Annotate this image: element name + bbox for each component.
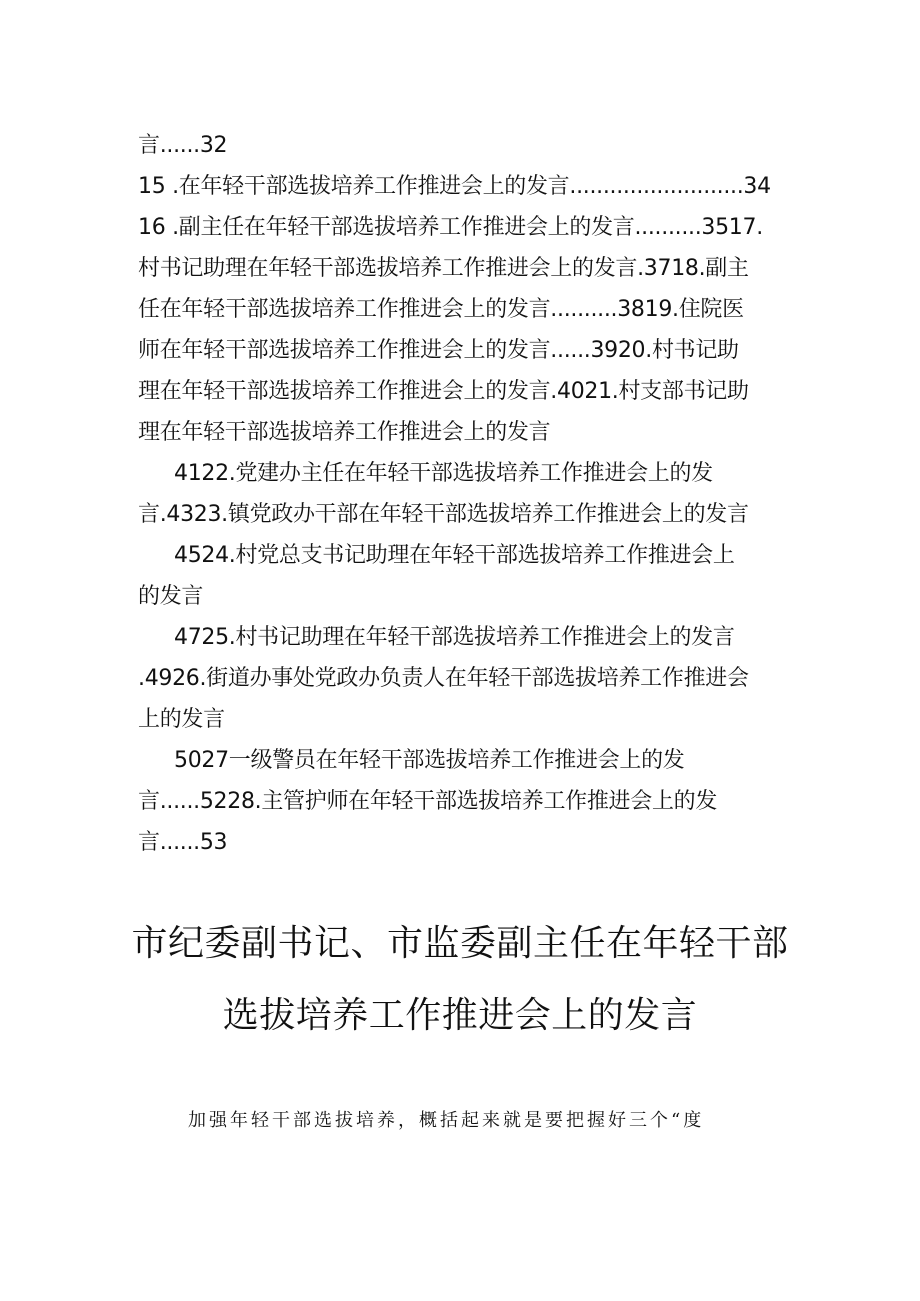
toc-line: 4122.党建办主任在年轻干部选拔培养工作推进会上的发 xyxy=(174,461,713,486)
toc-line: 理在年轻干部选拔培养工作推进会上的发言.4021.村支部书记助 xyxy=(138,379,749,404)
toc-line: 上的发言 xyxy=(138,707,225,732)
toc-line: 4725.村书记助理在年轻干部选拔培养工作推进会上的发言 xyxy=(174,625,735,650)
toc-line: 言......5228.主管护师在年轻干部选拔培养工作推进会上的发 xyxy=(138,789,718,814)
toc-line: .4926.街道办事处党政办负责人在年轻干部选拔培养工作推进会 xyxy=(138,666,749,691)
toc-line: 任在年轻干部选拔培养工作推进会上的发言..........3819.住院医 xyxy=(138,297,744,322)
document-title-line-2: 选拔培养工作推进会上的发言 xyxy=(222,995,698,1036)
toc-line: 5027一级警员在年轻干部选拔培养工作推进会上的发 xyxy=(174,748,685,773)
toc-line: 言......53 xyxy=(138,830,228,855)
toc-line: 4524.村党总支书记助理在年轻干部选拔培养工作推进会上 xyxy=(174,543,735,568)
toc-line: 16 .副主任在年轻干部选拔培养工作推进会上的发言..........3517. xyxy=(138,215,763,240)
document-title-line-1: 市纪委副书记、市监委副主任在年轻干部 xyxy=(131,923,789,964)
toc-line: 师在年轻干部选拔培养工作推进会上的发言......3920.村书记助 xyxy=(138,338,739,363)
body-paragraph: 加强年轻干部选拔培养，概括起来就是要把握好三个“度 xyxy=(188,1110,705,1131)
toc-line: 15 .在年轻干部选拔培养工作推进会上的发言..........................34 xyxy=(138,174,771,199)
table-of-contents xyxy=(138,125,788,863)
toc-line: 言.4323.镇党政办干部在年轻干部选拔培养工作推进会上的发言 xyxy=(138,502,749,527)
toc-line: 村书记助理在年轻干部选拔培养工作推进会上的发言.3718.副主 xyxy=(138,256,749,281)
toc-line: 言......32 xyxy=(138,133,228,158)
toc-line: 理在年轻干部选拔培养工作推进会上的发言 xyxy=(138,420,551,445)
toc-line: 的发言 xyxy=(138,584,204,609)
